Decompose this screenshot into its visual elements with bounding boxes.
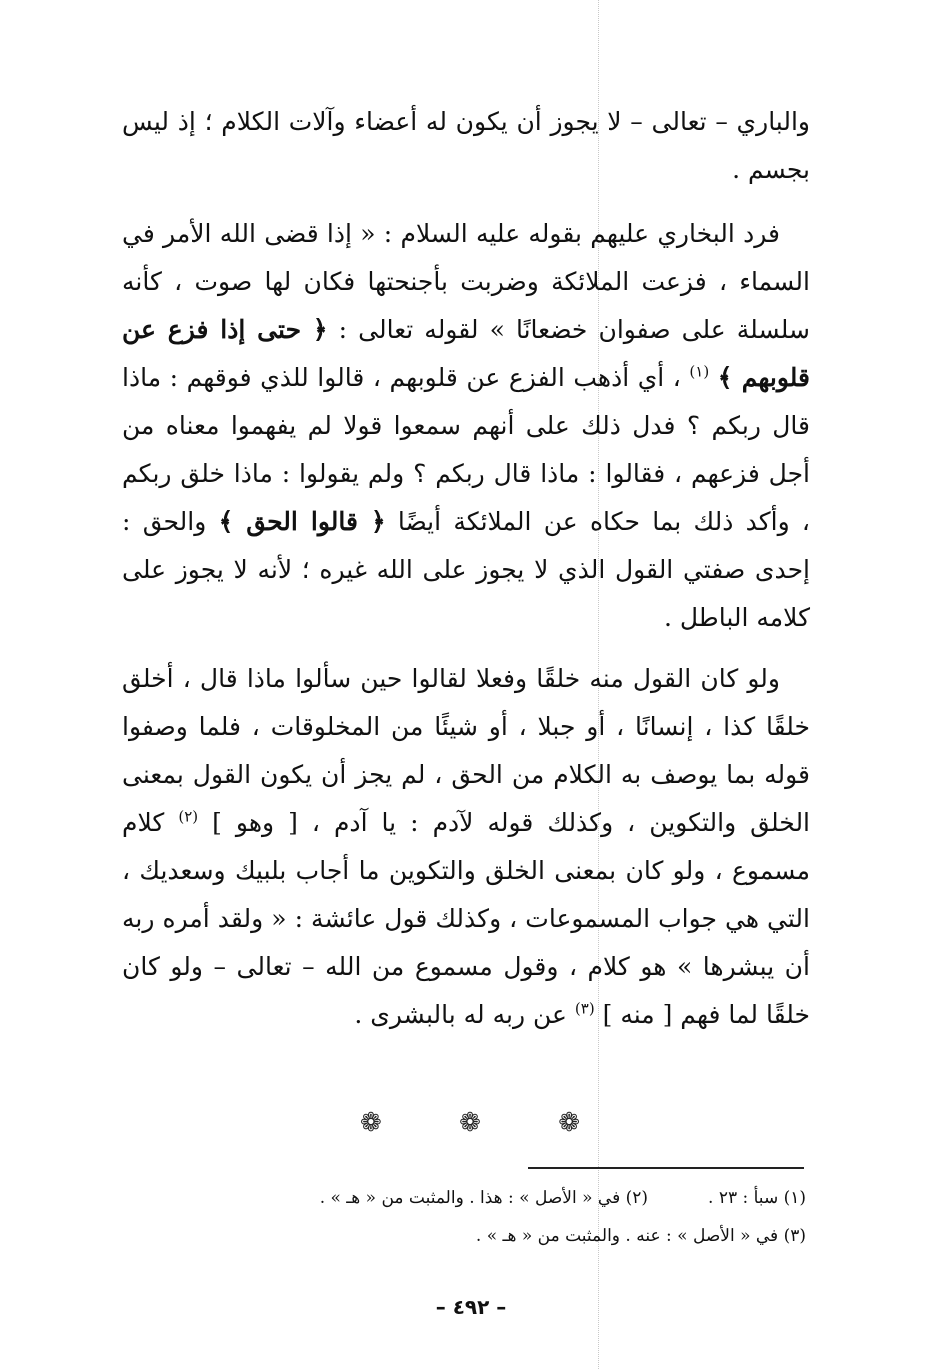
section-separator <box>360 1108 580 1138</box>
paragraph-3-part2: كلام مسموع ، ولو كان بمعنى الخلق والتكوين ما أجاب بلبيك وسعديك ، التي هي جواب المسموعات ، وكذلك قول عائشة : « ولقد أمره ربه أن يبشرها » هو كلام ، وقول مسموع من الله – تعالى – ولو كان خلقًا لما فهم [ منه ] <box>122 808 810 1029</box>
footnote-ref-3: (٣) <box>574 999 595 1018</box>
paragraph-2-text <box>122 210 810 642</box>
quran-quote-1: ﴿ حتى إذا فزع عن قلوبهم ﴾ <box>122 315 810 392</box>
paragraph-3 <box>122 655 810 1039</box>
paragraph-2-part2: ، أي أذهب الفزع عن قلوبهم ، قالوا للذي فوقهم : ماذا قال ربكم ؟ فدل ذلك على أنهم سمعوا قولا لم يفهموا معناه من أجل فزعهم ، فقالوا : ماذا قال ربكم ؟ ولم يقولوا : ماذا خلق ربكم ، وأكد ذلك بما حكاه عن الملائكة أيضًا <box>122 363 810 536</box>
quran-quote-2: ﴿ قالوا الحق ﴾ <box>218 507 386 536</box>
paragraph-1 <box>122 98 810 194</box>
paragraph-3-part3: عن ربه له بالبشرى . <box>354 1000 575 1029</box>
footnote-ref-1: (١) <box>689 362 710 381</box>
footnote-3: (٣) في « الأصل » : عنه . والمثبت من « هـ » . <box>475 1226 806 1246</box>
footnote-2: (٢) في « الأصل » : هذا . والمثبت من « هـ » . <box>319 1188 649 1208</box>
paragraph-2-part1: فرد البخاري عليهم بقوله عليه السلام : « إذا قضى الله الأمر في السماء ، فزعت الملائكة وضربت بأجنحتها فكان لها صوت ، كأنه سلسلة على صفوان خضعانًا » لقوله تعالى : <box>122 219 810 344</box>
separator-star-icon: ❁ <box>360 1108 382 1138</box>
paragraph-3-text <box>122 655 810 1039</box>
footnote-line-1 <box>140 1184 806 1212</box>
paragraph-2-part3: والحق : إحدى صفتي القول الذي لا يجوز على الله غيره ؛ لأنه لا يجوز على كلامه الباطل . <box>122 507 810 632</box>
footnote-ref-2: (٢) <box>178 807 199 826</box>
paragraph-1-text: والباري – تعالى – لا يجوز أن يكون له أعضاء وآلات الكلام ؛ إذ ليس بجسم . <box>122 107 810 184</box>
separator-star-icon: ❁ <box>558 1108 580 1138</box>
footnote-divider <box>528 1167 804 1169</box>
footnote-line-2 <box>140 1222 806 1250</box>
page-number: – ٤٩٢ – <box>435 1295 507 1319</box>
separator-star-icon: ❁ <box>459 1108 481 1138</box>
paragraph-3-part1: ولو كان القول منه خلقًا وفعلا لقالوا حين سألوا ماذا قال ، أخلق خلقًا كذا ، إنسانًا ، أو جبلا ، أو شيئًا من المخلوقات ، فلما وصفوا قوله بما يوصف به الكلام من الحق ، لم يجز أن يكون القول بمعنى الخلق والتكوين ، وكذلك قوله لآدم : يا آدم ، [ وهو ] <box>122 664 811 837</box>
paragraph-2 <box>122 210 810 642</box>
footnote-1: (١) سبأ : ٢٣ . <box>708 1188 806 1208</box>
